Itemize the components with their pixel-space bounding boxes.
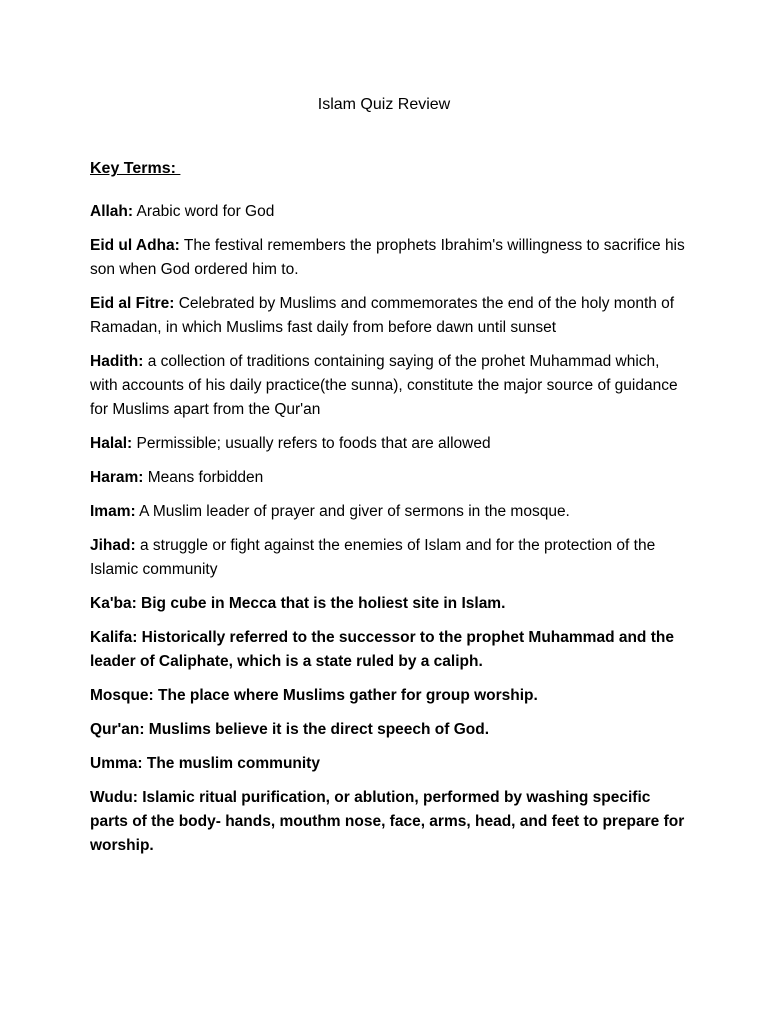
- term-entry-allah: [90, 200, 690, 224]
- term-label: Umma:: [90, 755, 143, 772]
- term-entry-kaba: [90, 592, 690, 616]
- term-entry-jihad: [90, 534, 690, 582]
- term-definition: Historically referred to the successor to the prophet Muhammad and the leader of Caliphate, which is a state ruled by a caliph.: [90, 629, 674, 670]
- term-definition: A Muslim leader of prayer and giver of sermons in the mosque.: [135, 503, 570, 520]
- key-terms-heading: Key Terms:: [90, 160, 181, 177]
- term-label: Haram:: [90, 469, 144, 486]
- term-definition: Arabic word for God: [133, 203, 275, 220]
- term-label: Eid al Fitre:: [90, 295, 175, 312]
- term-label: Qur'an:: [90, 721, 145, 738]
- key-terms-list: [90, 200, 690, 868]
- term-entry-imam: [90, 500, 690, 524]
- term-entry-halal: [90, 432, 690, 456]
- term-definition: Celebrated by Muslims and commemorates the end of the holy month of Ramadan, in which Muslims fast daily from before dawn until sunset: [90, 295, 675, 336]
- term-definition: Means forbidden: [143, 469, 264, 486]
- term-definition: Islamic ritual purification, or ablution, performed by washing specific parts of the body- hands, mouthm nose, face, arms, head, and feet to prepare for worship.: [90, 789, 685, 854]
- term-definition: Big cube in Mecca that is the holiest site in Islam.: [136, 595, 506, 612]
- term-label: Ka'ba:: [90, 595, 137, 612]
- term-label: Jihad:: [90, 537, 136, 554]
- term-definition: Permissible; usually refers to foods that are allowed: [132, 435, 491, 452]
- term-label: Imam:: [90, 503, 136, 520]
- term-entry-mosque: [90, 684, 690, 708]
- document-title: Islam Quiz Review: [317, 96, 451, 113]
- term-label: Eid ul Adha:: [90, 237, 180, 254]
- term-label: Kalifa:: [90, 629, 138, 646]
- term-entry-haram: [90, 466, 690, 490]
- term-definition: a struggle or fight against the enemies of Islam and for the protection of the Islamic community: [90, 537, 656, 578]
- term-label: Halal:: [90, 435, 133, 452]
- term-definition: The festival remembers the prophets Ibrahim's willingness to sacrifice his son when God ordered him to.: [90, 237, 685, 278]
- term-label: Wudu:: [90, 789, 138, 806]
- term-definition: Muslims believe it is the direct speech of God.: [144, 721, 490, 738]
- term-entry-kalifa: [90, 626, 690, 674]
- term-entry-wudu: [90, 786, 690, 858]
- term-definition: The muslim community: [142, 755, 320, 772]
- term-entry-eid-ul-adha: [90, 234, 690, 282]
- term-label: Hadith:: [90, 353, 144, 370]
- term-entry-umma: [90, 752, 690, 776]
- term-label: Mosque:: [90, 687, 154, 704]
- term-entry-quran: [90, 718, 690, 742]
- term-definition: a collection of traditions containing saying of the prohet Muhammad which, with accounts of his daily practice(the sunna), constitute the major source of guidance for Muslims apart from the Qur'an: [90, 353, 678, 418]
- term-label: Allah:: [90, 203, 134, 220]
- term-definition: The place where Muslims gather for group worship.: [153, 687, 538, 704]
- term-entry-eid-al-fitre: [90, 292, 690, 340]
- term-entry-hadith: [90, 350, 690, 422]
